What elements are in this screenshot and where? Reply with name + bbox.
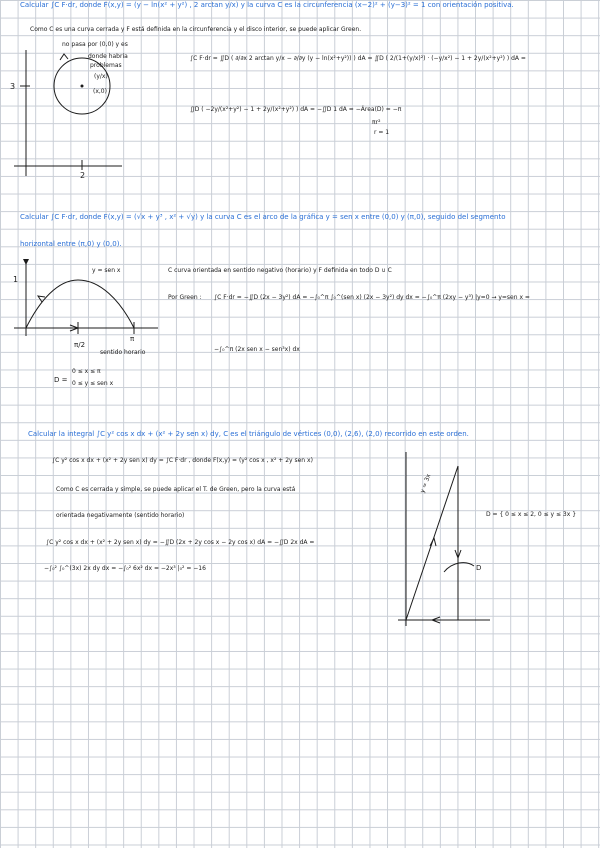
problem3-statement: Calcular la integral ∫C y² cos x dx + (x² + 2y sen x) dy, C es el triángulo de vértices (0,0), (2,6), (2,0) recorrido en este orden. bbox=[28, 430, 469, 438]
problem3-line1: ∫C y² cos x dx + (x² + 2y sen x) dy = ∫C F·dr , donde F(x,y) = (y² cos x , x² + 2y sen x) bbox=[52, 457, 313, 464]
problem1-area-note-1: πr² bbox=[372, 119, 381, 126]
problem1-green-line2: ∬D ( −2y/(x²+y²) − 1 + 2y/(x²+y²) ) dA = −∬D 1 dA = −Área(D) = −π bbox=[190, 106, 402, 113]
problem1-note-3: problemas bbox=[90, 62, 122, 69]
problem3-graph bbox=[398, 452, 490, 626]
problem2-graph bbox=[14, 262, 158, 336]
problem3-line4: ∫C y² cos x dx + (x² + 2y sen x) dy = −∬D (2x + 2y cos x − 2y cos x) dA = −∬D 2x dA = bbox=[46, 539, 315, 546]
problem1-area-note-2: r = 1 bbox=[374, 129, 390, 136]
problem2-curve-label: y = sen x bbox=[92, 267, 121, 274]
problem1-graph bbox=[14, 50, 122, 176]
problem1-note-2: donde habría bbox=[88, 53, 128, 60]
problem2-green-line1: ∫C F·dr = −∬D (2x − 3y²) dA = −∫₀^π ∫₀^(sen x) (2x − 3y²) dy dx = −∫₀^π (2xy − y³) |y=0 → y=sen x = bbox=[214, 294, 530, 301]
problem2-domain-line1: 0 ≤ x ≤ π bbox=[72, 368, 101, 375]
problem2-sine-arc bbox=[26, 280, 134, 328]
problem2-tick-pi: π bbox=[130, 335, 135, 343]
problem2-orientation-label: sentido horario bbox=[100, 349, 146, 356]
problem1-y-tick: 3 bbox=[10, 82, 16, 91]
problem1-intro: Como C es una curva cerrada y F está definida en la circunferencia y el disco interior, se puede aplicar Green. bbox=[30, 26, 362, 33]
problem1-note-4: (y/x) bbox=[94, 73, 108, 80]
problem2-green-line2: −∫₀^π (2x sen x − sen³x) dx bbox=[214, 346, 300, 353]
problem1-note-1: no pasa por (0,0) y es bbox=[62, 41, 128, 48]
problem2-statement-line2: horizontal entre (π,0) y (0,0). bbox=[20, 240, 122, 248]
problem3-triangle-side-label: y = 3x bbox=[419, 473, 433, 495]
problem2-green-label: Por Green : bbox=[168, 294, 202, 301]
problem2-domain-prefix: D = bbox=[54, 376, 68, 384]
problem1-green-line1: ∫C F·dr = ∬D ( ∂/∂x 2 arctan y/x − ∂/∂y (y − ln(x²+y²)) ) dA = ∬D ( 2/(1+(y/x)²) · (−y/x²) − 1 + 2y/(x²+y²) ) dA = bbox=[190, 55, 526, 62]
problem3-line3: orientada negativamente (sentido horario) bbox=[56, 512, 185, 519]
problem1-note-5: (x,0) bbox=[93, 88, 107, 95]
problem3-region-pointer bbox=[444, 563, 474, 572]
problem3-domain-desc: D = { 0 ≤ x ≤ 2, 0 ≤ y ≤ 3x } bbox=[486, 511, 577, 518]
problem1-center-dot bbox=[81, 85, 83, 87]
problem3-line2: Como C es cerrada y simple, se puede aplicar el T. de Green, pero la curva está bbox=[56, 486, 296, 493]
problem3-line5: −∫₀² ∫₀^(3x) 2x dy dx = −∫₀² 6x² dx = −2x³ |₀² = −16 bbox=[44, 565, 206, 572]
problem1-x-tick: 2 bbox=[80, 171, 86, 180]
problem1-orientation-arrow bbox=[60, 54, 68, 60]
problem2-context: C curva orientada en sentido negativo (horario) y F definida en todo D ∪ C bbox=[168, 267, 392, 274]
problem3-up-arrow bbox=[430, 538, 436, 546]
problem2-statement-line1: Calcular ∫C F·dr, donde F(x,y) = (√x + y³ , x² + √y) y la curva C es el arco de la gráfica y = sen x entre (0,0) y (π,0), seguido del segmento bbox=[20, 213, 506, 221]
problem2-y-tick: 1 bbox=[13, 275, 19, 284]
problem1-statement: Calcular ∫C F·dr, donde F(x,y) = (y − ln(x² + y²) , 2 arctan y/x) y la curva C es la circunferencia (x−2)² + (y−3)² = 1 con orientación positiva. bbox=[20, 1, 514, 9]
problem2-tick-pi-half: π/2 bbox=[74, 341, 86, 349]
problem2-domain-line2: 0 ≤ y ≤ sen x bbox=[72, 380, 114, 387]
problem3-region-label: D bbox=[476, 564, 482, 572]
